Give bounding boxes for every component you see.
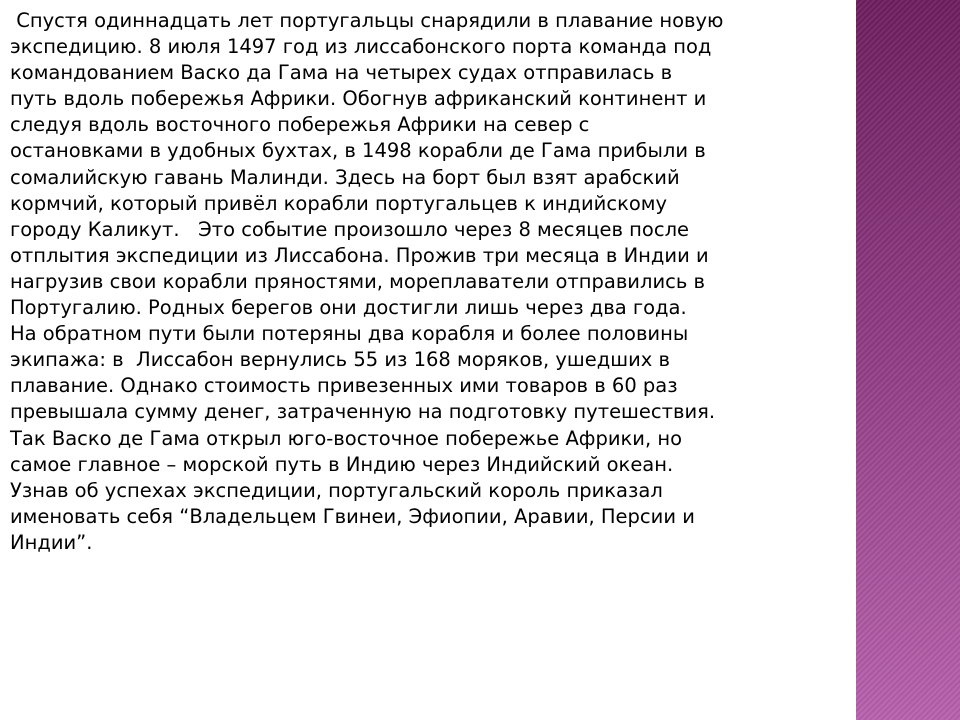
text-line: Португалию. Родных берегов они достигли лишь через два года. [10, 296, 687, 320]
text-line: следуя вдоль восточного побережья Африки на север с [10, 113, 590, 137]
text-line: На обратном пути были потеряны два корабля и более половины [10, 322, 689, 346]
text-line: командованием Васко да Гама на четырех судах отправилась в [10, 61, 673, 85]
text-line: городу Каликут. Это событие произошло через 8 месяцев после [10, 217, 690, 241]
text-line: Узнав об успехах экспедиции, португальский король приказал [10, 478, 663, 502]
text-line: Индии”. [10, 530, 93, 554]
text-line: превышала сумму денег, затраченную на подготовку путешествия. [10, 400, 716, 424]
text-line: нагрузив свои корабли пряностями, мореплаватели отправились в [10, 269, 706, 293]
text-line: путь вдоль побережья Африки. Обогнув африканский континент и [10, 87, 707, 111]
text-line: экспедицию. 8 июля 1497 год из лиссабонского порта команда под [10, 35, 712, 59]
text-line: Спустя одиннадцать лет португальцы снарядили в плавание новую [10, 9, 724, 32]
text-line: именовать себя “Владельцем Гвинеи, Эфиопии, Аравии, Персии и [10, 504, 695, 528]
decorative-side-band [856, 0, 960, 720]
text-line: сомалийскую гавань Малинди. Здесь на борт был взят арабский [10, 165, 680, 189]
slide-body-text [10, 8, 846, 556]
text-line: плавание. Однако стоимость привезенных ими товаров в 60 раз [10, 374, 678, 398]
text-line: Так Васко де Гама открыл юго-восточное побережье Африки, но [10, 426, 683, 450]
text-line: кормчий, который привёл корабли португальцев к индийскому [10, 191, 668, 215]
text-line: экипажа: в Лиссабон вернулись 55 из 168 моряков, ушедших в [10, 348, 670, 372]
text-line: отплытия экспедиции из Лиссабона. Прожив три месяца в Индии и [10, 243, 709, 267]
text-line: самое главное – морской путь в Индию через Индийский океан. [10, 452, 674, 476]
text-line: остановками в удобных бухтах, в 1498 корабли де Гама прибыли в [10, 139, 706, 163]
